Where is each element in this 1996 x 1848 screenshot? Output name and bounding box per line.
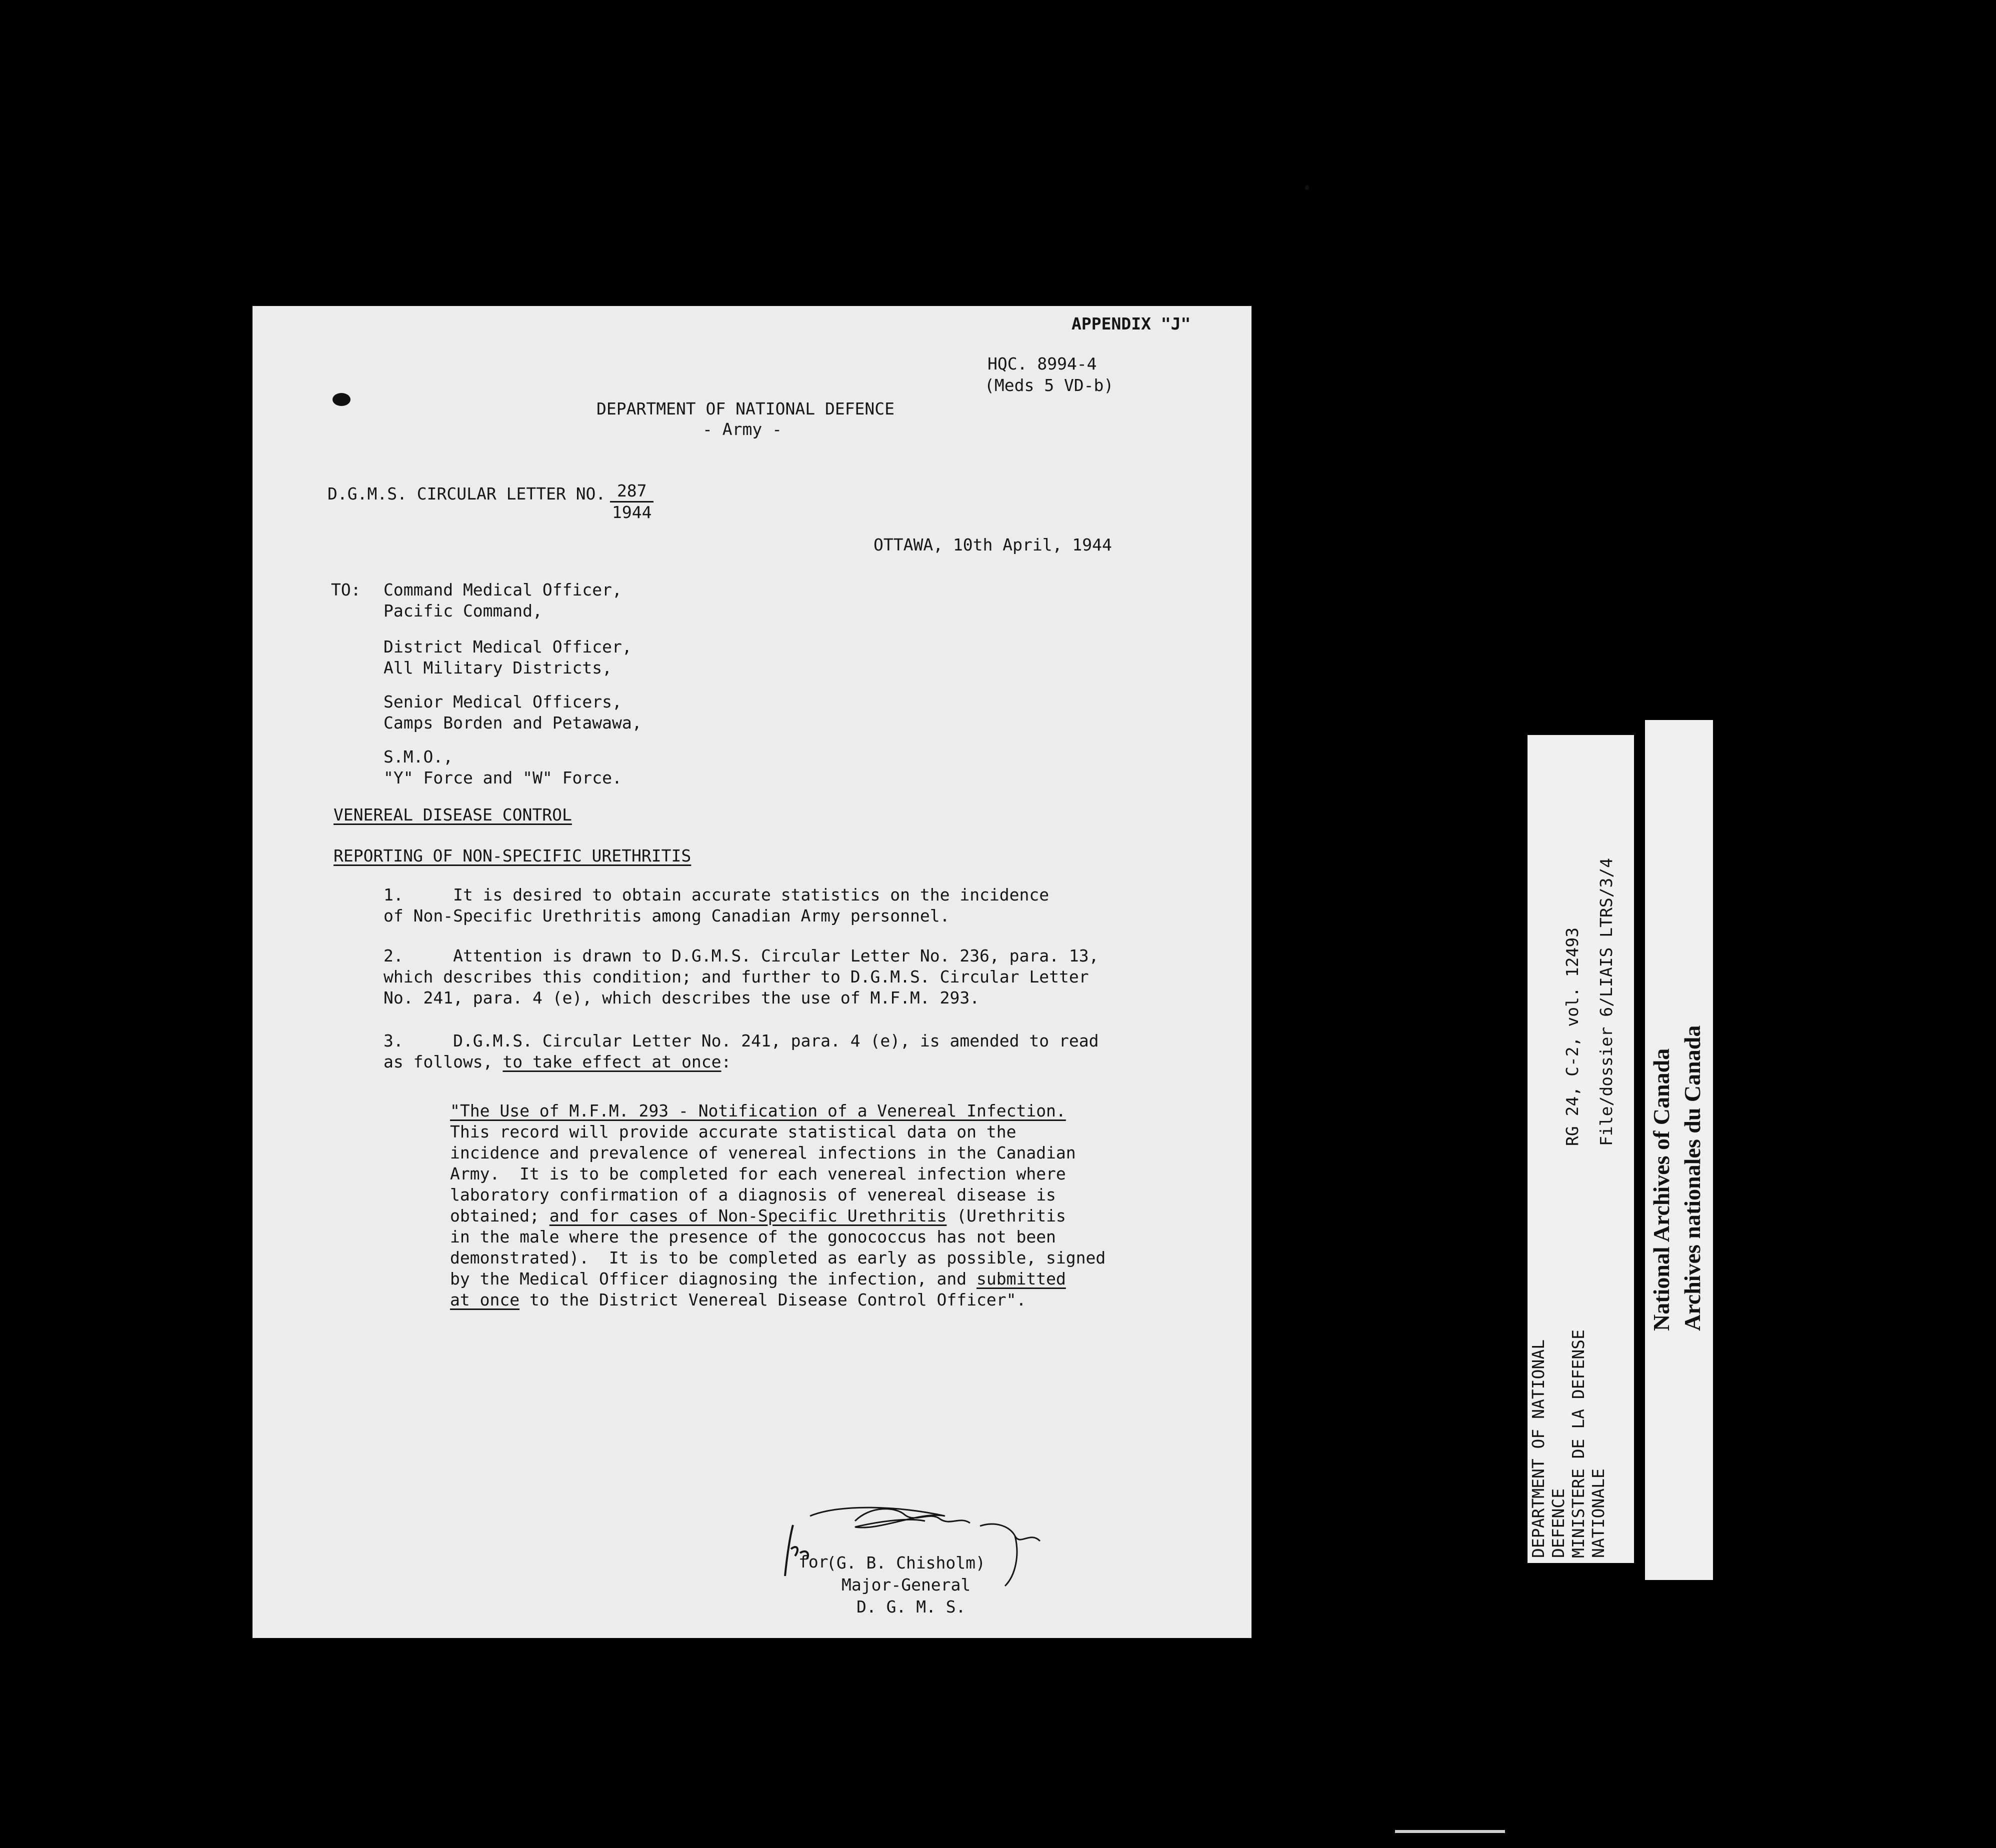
department-heading: DEPARTMENT OF NATIONAL DEFENCE bbox=[596, 399, 895, 418]
paragraph-3-line-1: 3. D.G.M.S. Circular Letter No. 241, para. 4 (e), is amended to read bbox=[384, 1031, 1099, 1050]
recipient-4-unit: "Y" Force and "W" Force. bbox=[384, 768, 622, 788]
recipient-1-title: Command Medical Officer, bbox=[384, 580, 622, 600]
department-line-2: DEFENCE bbox=[1548, 1488, 1568, 1558]
quote-line-7: demonstrated). It is to be completed as early as possible, signed bbox=[450, 1248, 1106, 1268]
recipient-2-unit: All Military Districts, bbox=[384, 658, 612, 678]
quote-line-8 bbox=[450, 1268, 1066, 1290]
section-heading: VENEREAL DISEASE CONTROL bbox=[334, 805, 572, 824]
paragraph-3-line-2 bbox=[384, 1051, 731, 1072]
record-group-reference: RG 24, C-2, vol. 12493 bbox=[1562, 927, 1582, 1146]
archives-name-french: Archives nationales du Canada bbox=[1680, 1025, 1705, 1331]
quote-line-3: Army. It is to be completed for each venereal infection where bbox=[450, 1164, 1066, 1184]
file-dossier-reference: File/dossier 6/LIAIS LTRS/3/4 bbox=[1596, 858, 1616, 1146]
signatory-title: D. G. M. S. bbox=[856, 1597, 966, 1616]
quote-line-4: laboratory confirmation of a diagnosis of venereal disease is bbox=[450, 1185, 1056, 1204]
quote-line-5 bbox=[450, 1205, 1066, 1226]
effect-clause: to take effect at once bbox=[502, 1052, 722, 1072]
archives-label-tab bbox=[1645, 720, 1713, 1580]
quote-line-5-end: (Urethritis bbox=[946, 1206, 1066, 1226]
department-line-1: DEPARTMENT OF NATIONAL bbox=[1528, 1339, 1548, 1558]
quote-line-1: This record will provide accurate statistical data on the bbox=[450, 1122, 1016, 1142]
paragraph-3-text: as follows, bbox=[384, 1052, 503, 1072]
department-line-3: MINISTERE DE LA DEFENSE bbox=[1568, 1330, 1588, 1558]
film-edge-mark bbox=[1395, 1830, 1505, 1833]
colon: : bbox=[721, 1052, 732, 1072]
signature-prefix: for bbox=[798, 1552, 828, 1572]
recipient-1-unit: Pacific Command, bbox=[384, 601, 542, 620]
nsu-clause: and for cases of Non-Specific Urethritis bbox=[549, 1206, 947, 1226]
subject-heading: REPORTING OF NON-SPECIFIC URETHRITIS bbox=[334, 846, 692, 866]
meds-reference: (Meds 5 VD-b) bbox=[984, 376, 1114, 395]
paragraph-2-line-2: which describes this condition; and further to D.G.M.S. Circular Letter bbox=[384, 967, 1089, 986]
circular-number: 287 bbox=[610, 481, 654, 502]
recipient-3-unit: Camps Borden and Petawawa, bbox=[384, 713, 642, 732]
quote-line-5-start: obtained; bbox=[450, 1206, 550, 1226]
quote-line-9 bbox=[450, 1289, 1026, 1310]
submitted-word: submitted bbox=[976, 1269, 1066, 1288]
place-date: OTTAWA, 10th April, 1944 bbox=[874, 535, 1112, 554]
quote-line-6: in the male where the presence of the gonococcus has not been bbox=[450, 1227, 1056, 1246]
paragraph-1-line-1: 1. It is desired to obtain accurate statistics on the incidence bbox=[384, 885, 1050, 904]
appendix-label: APPENDIX "J" bbox=[1072, 314, 1191, 334]
quote-line-8-start: by the Medical Officer diagnosing the infection, and bbox=[450, 1269, 976, 1288]
archives-name-english: National Archives of Canada bbox=[1648, 1048, 1674, 1331]
recipient-4-title: S.M.O., bbox=[384, 747, 454, 766]
dust-speck bbox=[1305, 185, 1309, 190]
reference-label-tab bbox=[1528, 735, 1634, 1563]
paragraph-2-line-1: 2. Attention is drawn to D.G.M.S. Circular Letter No. 236, para. 13, bbox=[384, 946, 1099, 966]
quote-line-9-end: to the District Venereal Disease Control Officer". bbox=[520, 1290, 1026, 1310]
circular-year: 1944 bbox=[612, 502, 652, 522]
to-label: TO: bbox=[331, 580, 361, 600]
file-reference: HQC. 8994-4 bbox=[988, 354, 1097, 374]
signatory-rank: Major-General bbox=[842, 1575, 971, 1594]
ink-blot bbox=[332, 393, 350, 406]
branch-heading: - Army - bbox=[702, 420, 782, 439]
paragraph-1-line-2: of Non-Specific Urethritis among Canadian Army personnel. bbox=[384, 906, 950, 926]
signatory-name: (G. B. Chisholm) bbox=[826, 1553, 986, 1572]
recipient-3-title: Senior Medical Officers, bbox=[384, 692, 622, 712]
circular-letter-label: D.G.M.S. CIRCULAR LETTER NO. bbox=[328, 484, 606, 504]
paragraph-2-line-3: No. 241, para. 4 (e), which describes the use of M.F.M. 293. bbox=[384, 988, 980, 1008]
recipient-2-title: District Medical Officer, bbox=[384, 637, 632, 656]
department-line-4: NATIONALE bbox=[1588, 1468, 1608, 1558]
letter-page bbox=[252, 306, 1252, 1638]
circular-number-fraction bbox=[610, 481, 654, 522]
quote-heading: "The Use of M.F.M. 293 - Notification of a Venereal Infection. bbox=[450, 1101, 1066, 1120]
at-once-word: at once bbox=[450, 1290, 520, 1310]
quote-line-2: incidence and prevalence of venereal infections in the Canadian bbox=[450, 1143, 1076, 1162]
